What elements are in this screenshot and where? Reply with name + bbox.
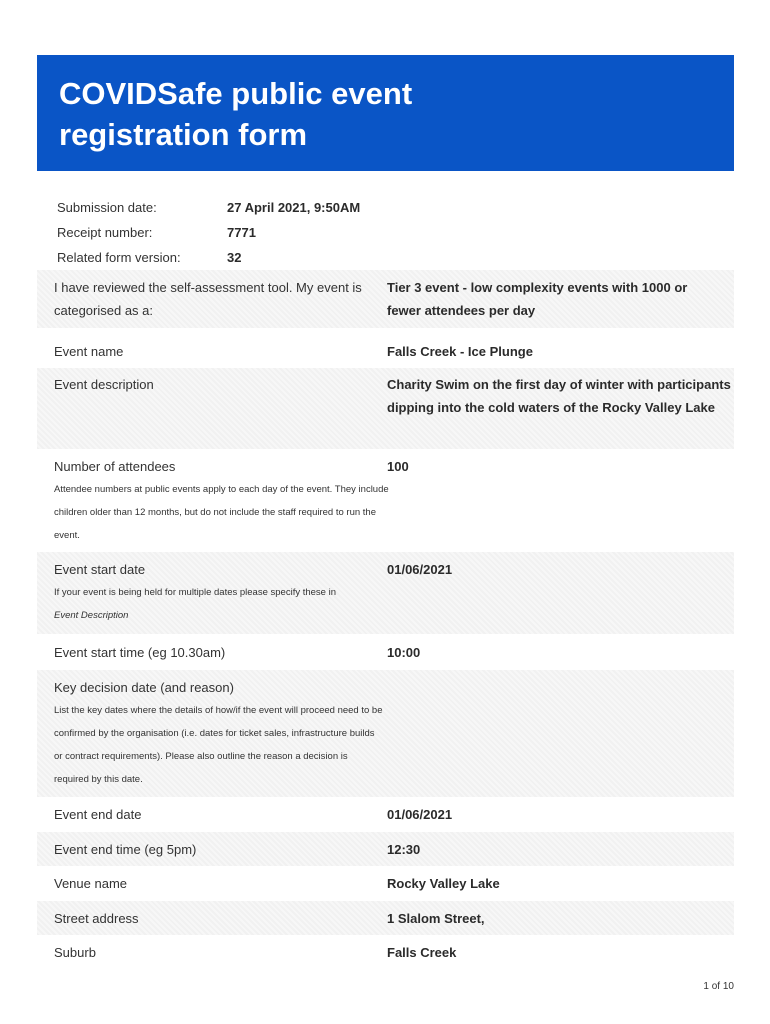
field-start-time bbox=[37, 634, 734, 670]
field-value: 100 bbox=[387, 459, 409, 474]
field-label: Key decision date (and reason) bbox=[54, 680, 234, 695]
page-number: 1 of 10 bbox=[703, 981, 734, 992]
field-help: If your event is being held for multiple dates please specify these in bbox=[54, 587, 336, 598]
field-help-italic: Event Description bbox=[54, 610, 129, 621]
field-value: 10:00 bbox=[387, 644, 421, 660]
field-label: Event start date bbox=[54, 562, 146, 577]
submission-meta bbox=[57, 195, 657, 270]
field-key-decision bbox=[37, 670, 734, 797]
field-value: 01/06/2021 bbox=[387, 807, 453, 822]
field-assessment bbox=[37, 270, 734, 328]
field-label: Event start time (eg 10.30am) bbox=[54, 644, 226, 660]
field-value: 01/06/2021 bbox=[387, 562, 453, 577]
field-label: Venue name bbox=[54, 876, 128, 891]
form-version-value: 32 bbox=[227, 250, 242, 265]
field-label: I have reviewed the self-assessment tool. My event is categorised as a: bbox=[54, 280, 362, 318]
field-label: Event description bbox=[54, 377, 154, 392]
field-value: 12:30 bbox=[387, 841, 421, 857]
field-end-date bbox=[37, 797, 734, 832]
field-value: Rocky Valley Lake bbox=[387, 876, 500, 891]
form-version-label: Related form version: bbox=[57, 250, 181, 265]
field-event-name-row bbox=[37, 334, 734, 368]
form-header bbox=[37, 55, 734, 171]
form-title: COVIDSafe public event registration form bbox=[59, 76, 413, 152]
field-label: Number of attendees bbox=[54, 459, 176, 474]
submission-date-value: 27 April 2021, 9:50AM bbox=[227, 200, 361, 215]
receipt-number-row bbox=[57, 220, 657, 245]
receipt-number-label: Receipt number: bbox=[57, 225, 153, 240]
field-help: Attendee numbers at public events apply to each day of the event. They include children older than 12 months, but do not include the staff required to run the event. bbox=[54, 484, 389, 541]
field-venue bbox=[37, 866, 734, 901]
field-label: Event end date bbox=[54, 807, 142, 822]
field-label: Event name bbox=[54, 343, 124, 359]
field-value: Falls Creek - Ice Plunge bbox=[387, 343, 533, 359]
field-start-date bbox=[37, 552, 734, 634]
field-suburb bbox=[37, 935, 734, 969]
field-end-time bbox=[37, 832, 734, 866]
field-attendees bbox=[37, 449, 734, 552]
form-fields bbox=[37, 270, 734, 969]
field-help: List the key dates where the details of how/if the event will proceed need to be confirmed by the organisation (i.e. dates for ticket sales, infrastructure builds or contract requirements). Please also outline the reason a decision is required by this date. bbox=[54, 705, 383, 785]
field-value: Tier 3 event - low complexity events with 1000 or fewer attendees per day bbox=[387, 280, 688, 318]
field-event-description bbox=[37, 368, 734, 449]
field-street bbox=[37, 901, 734, 935]
submission-date-label: Submission date: bbox=[57, 200, 157, 215]
receipt-number-value: 7771 bbox=[227, 225, 256, 240]
field-value: Charity Swim on the first day of winter with participants dipping into the cold waters of the Rocky Valley Lake bbox=[387, 377, 731, 415]
form-version-row bbox=[57, 245, 657, 270]
field-value: Falls Creek bbox=[387, 944, 457, 960]
submission-date-row bbox=[57, 195, 657, 220]
field-value: 1 Slalom Street, bbox=[387, 910, 485, 926]
field-label: Event end time (eg 5pm) bbox=[54, 841, 197, 857]
field-label: Street address bbox=[54, 910, 139, 926]
field-label: Suburb bbox=[54, 944, 96, 960]
